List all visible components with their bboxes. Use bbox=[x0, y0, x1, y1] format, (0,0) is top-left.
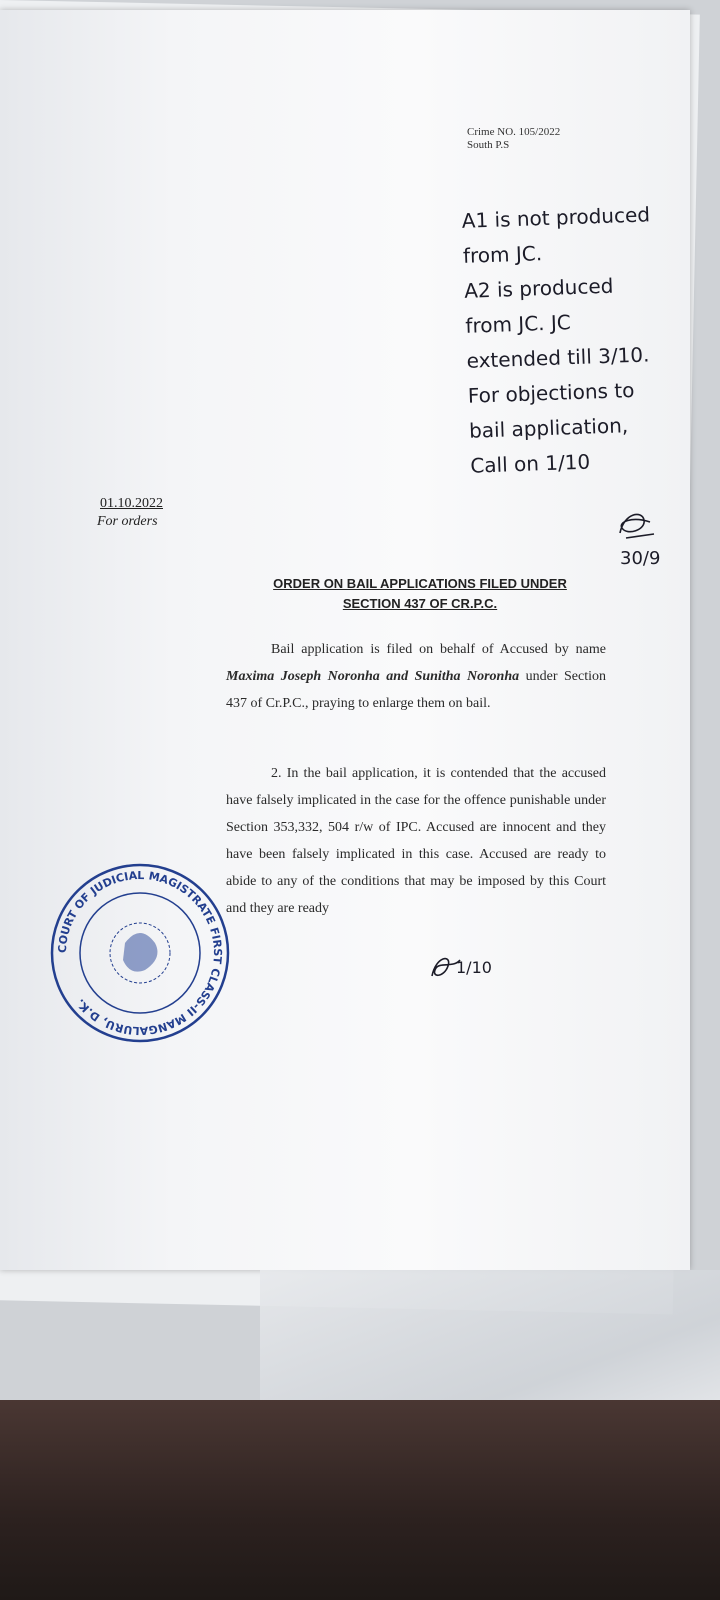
accused-names: Maxima Joseph Noronha and Sunitha Noronha bbox=[226, 669, 520, 684]
signature-icon bbox=[612, 508, 662, 548]
para1-text-end: under Section 437 of Cr.P.C., praying to enlarge them on bail. bbox=[226, 669, 607, 711]
para1-text: Bail application is filed on behalf of Accused by name bbox=[271, 642, 606, 657]
hw-line: bail application, bbox=[468, 413, 629, 443]
paragraph-2: 2. In the bail application, it is contended that the accused have falsely implicated in the case for the offence punishable under Section 353,332, 504 r/w of IPC. Accused are innocent and they have been falsely implicated in this case. Accused are ready to abide to any of the conditions that may be imposed by this Court and they are ready bbox=[226, 766, 606, 916]
order-heading bbox=[230, 574, 610, 614]
heading-line: ORDER ON BAIL APPLICATIONS FILED UNDER bbox=[273, 576, 567, 591]
hw-line: A2 is produced bbox=[463, 273, 614, 303]
hw-line: from JC. JC bbox=[465, 310, 572, 338]
police-station: South P.S bbox=[467, 139, 510, 151]
crime-number: Crime NO. 105/2022 bbox=[467, 126, 561, 138]
court-seal-icon bbox=[45, 858, 235, 1048]
hw-line: A1 is not produced bbox=[461, 202, 651, 233]
note-date: 30/9 bbox=[620, 548, 661, 569]
paragraph-1 bbox=[226, 636, 606, 717]
handwritten-note bbox=[461, 196, 691, 484]
table-surface bbox=[0, 1400, 720, 1600]
hw-line: For objections to bbox=[467, 378, 635, 408]
hw-line: Call on 1/10 bbox=[469, 449, 591, 478]
margin-note: For orders bbox=[97, 514, 158, 529]
margin-date: 01.10.2022 bbox=[100, 496, 163, 511]
hw-line: extended till 3/10. bbox=[466, 342, 650, 373]
hw-line: from JC. bbox=[462, 241, 543, 268]
seal-text: COURT OF JUDICIAL MAGISTRATE FIRST CLASS-II MANGALURU, D.K. bbox=[55, 868, 225, 1038]
case-header bbox=[467, 126, 560, 152]
heading-line: SECTION 437 OF CR.P.C. bbox=[342, 596, 498, 611]
initials-date: 1/10 bbox=[456, 958, 492, 977]
